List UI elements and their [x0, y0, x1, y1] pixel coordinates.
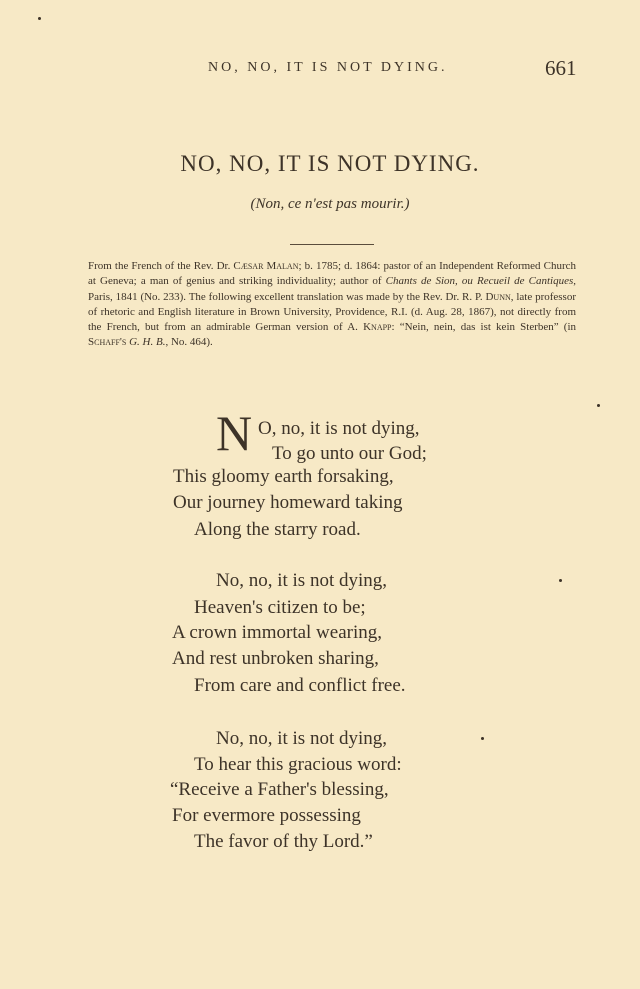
note-schaff: Schaff's: [88, 336, 127, 349]
page-speck: [559, 579, 562, 582]
verse-line: To go unto our God;: [272, 443, 427, 464]
verse-line: A crown immortal wearing,: [172, 622, 383, 643]
verse-line: Heaven's citizen to be;: [194, 597, 366, 618]
page-speck: [597, 404, 600, 407]
verse-line: From care and conflict free.: [194, 675, 406, 696]
verse-line: The favor of thy Lord.”: [194, 831, 373, 852]
verse-line: And rest unbroken sharing,: [172, 648, 379, 669]
note-ghb: G. H. B.: [129, 336, 166, 349]
note-text: , late professor of rhetoric and English literature in Brown University, Providence, R.I. (d. Aug. 28, 1867), not directly from the French, but from an admirable German version of A.: [88, 290, 577, 334]
verse-line: To hear this gracious word:: [194, 754, 402, 775]
running-head: NO, NO, IT IS NOT DYING.: [208, 60, 448, 75]
note-german-author: Knapp: [363, 321, 392, 334]
hymn-title: NO, NO, IT IS NOT DYING.: [180, 151, 480, 176]
note-text: ; b. 1785; d. 1864: pastor of an Independent Reformed Church at Geneva; a man of genius and striking individuality; author of: [88, 260, 576, 288]
note-translator: Dunn: [485, 290, 511, 303]
note-text: , Paris, 1841 (No. 233). The following excellent translation was made by the Rev. Dr. R. P.: [88, 275, 576, 303]
verse-line: O, no, it is not dying,: [258, 418, 420, 439]
verse-line: No, no, it is not dying,: [216, 570, 388, 591]
verse-line: Our journey homeward taking: [173, 492, 403, 513]
hymn-subtitle: (Non, ce n'est pas mourir.): [250, 196, 410, 212]
verse-line: Along the starry road.: [194, 519, 361, 540]
note-work: Chants de Sion, ou Recueil de Cantiques: [385, 275, 574, 288]
note-text: , No. 464).: [165, 336, 213, 349]
verse-line: No, no, it is not dying,: [216, 728, 388, 749]
note-author: Cæsar Malan: [233, 260, 299, 272]
verse-line: For evermore possessing: [172, 805, 361, 826]
verse-line: “Receive a Father's blessing,: [170, 779, 389, 800]
page-speck: [38, 17, 41, 20]
drop-cap: N: [216, 405, 253, 461]
note-text: From the French of the Rev. Dr.: [88, 260, 234, 272]
page-number: 661: [545, 56, 577, 80]
page-speck: [481, 737, 484, 740]
divider-rule: [290, 244, 374, 245]
hymn-note: [88, 259, 576, 351]
note-text: : “Nein, nein, das ist kein Sterben” (in: [391, 321, 576, 334]
verse-line: This gloomy earth forsaking,: [173, 466, 394, 487]
